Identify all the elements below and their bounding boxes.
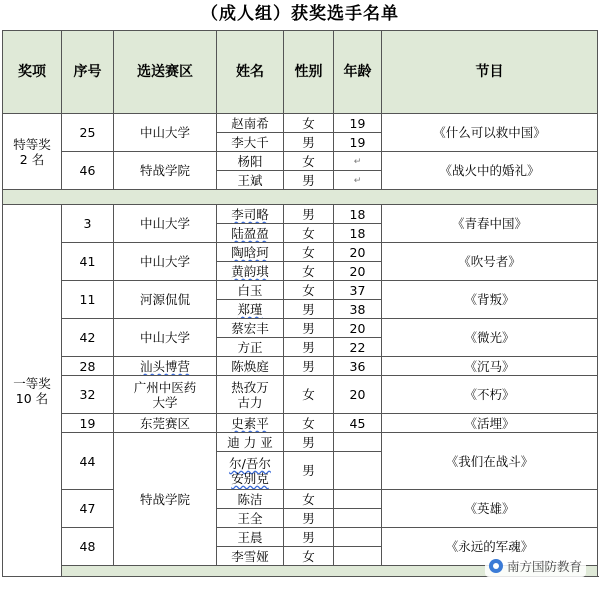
member-age: [334, 490, 382, 509]
member-name: 陶晗珂: [217, 243, 284, 262]
member-gender: 女: [284, 490, 334, 509]
entry-no: 11: [62, 281, 114, 319]
member-name: 李大千: [217, 133, 284, 152]
member-gender: 女: [284, 152, 334, 171]
entry-no: 42: [62, 319, 114, 357]
member-gender: 女: [284, 281, 334, 300]
member-age: [334, 433, 382, 452]
member-age: 38: [334, 300, 382, 319]
member-gender: 女: [284, 243, 334, 262]
member-age: 19: [334, 114, 382, 133]
entry-region: 特战学院: [114, 433, 217, 566]
member-name: 史素平: [217, 414, 284, 433]
member-name: 王全: [217, 509, 284, 528]
member-gender: 男: [284, 300, 334, 319]
member-age: 18: [334, 205, 382, 224]
entry-no: 48: [62, 528, 114, 566]
entry-program: 《微光》: [382, 319, 598, 357]
entry-program: 《永远的军魂》: [382, 528, 598, 566]
member-name: 郑瑾: [217, 300, 284, 319]
member-name: 王晨: [217, 528, 284, 547]
member-age: [334, 171, 382, 190]
header-age: 年龄: [334, 31, 382, 114]
member-age: 20: [334, 243, 382, 262]
member-gender: 男: [284, 509, 334, 528]
member-name: 尔/吾尔 安别克: [217, 452, 284, 490]
header-row: [3, 31, 598, 114]
member-gender: 男: [284, 528, 334, 547]
member-age: 20: [334, 376, 382, 414]
award-cell-first: 一等奖 10 名: [3, 205, 62, 577]
member-age: 20: [334, 319, 382, 338]
member-age: 20: [334, 262, 382, 281]
header-gender: 性别: [284, 31, 334, 114]
award-cell-special: 特等奖 2 名: [3, 114, 62, 190]
entry-program: 《英雄》: [382, 490, 598, 528]
member-name: 王斌: [217, 171, 284, 190]
member-gender: 女: [284, 224, 334, 243]
entry-region: 特战学院: [114, 152, 217, 190]
member-age: [334, 509, 382, 528]
member-age: 45: [334, 414, 382, 433]
header-program: 节目: [382, 31, 598, 114]
member-name: 杨阳: [217, 152, 284, 171]
entry-region: 中山大学: [114, 114, 217, 152]
member-age: 36: [334, 357, 382, 376]
member-name: 陆盈盈: [217, 224, 284, 243]
member-name: 蔡宏丰: [217, 319, 284, 338]
entry-no: 28: [62, 357, 114, 376]
member-age: 19: [334, 133, 382, 152]
member-gender: 女: [284, 376, 334, 414]
entry-program: 《不朽》: [382, 376, 598, 414]
entry-no: 44: [62, 433, 114, 490]
paragraph-mark: ↵: [353, 176, 362, 186]
member-name: 白玉: [217, 281, 284, 300]
entry-region: 河源侃侃: [114, 281, 217, 319]
member-gender: 男: [284, 319, 334, 338]
member-gender: 男: [284, 452, 334, 490]
member-gender: 男: [284, 357, 334, 376]
entry-program: 《我们在战斗》: [382, 433, 598, 490]
entry-program: 《吹号者》: [382, 243, 598, 281]
entry-program: 《战火中的婚礼》: [382, 152, 598, 190]
member-gender: 男: [284, 433, 334, 452]
watermark: [485, 555, 586, 577]
header-no: 序号: [62, 31, 114, 114]
member-age: [334, 152, 382, 171]
entry-program: 《活埋》: [382, 414, 598, 433]
entry-no: 3: [62, 205, 114, 243]
member-gender: 女: [284, 262, 334, 281]
member-gender: 男: [284, 205, 334, 224]
member-age: 18: [334, 224, 382, 243]
entry-program: 《背叛》: [382, 281, 598, 319]
award-table: [2, 30, 598, 577]
member-name: 迪 力 亚: [217, 433, 284, 452]
member-age: 37: [334, 281, 382, 300]
member-gender: 女: [284, 547, 334, 566]
entry-program: 《什么可以救中国》: [382, 114, 598, 152]
entry-region: 中山大学: [114, 243, 217, 281]
entry-region: 汕头博营: [114, 357, 217, 376]
entry-no: 25: [62, 114, 114, 152]
member-name: 陈焕庭: [217, 357, 284, 376]
entry-region: 中山大学: [114, 205, 217, 243]
member-name: 热孜万 古力: [217, 376, 284, 414]
wechat-logo-icon: [489, 559, 503, 573]
member-gender: 女: [284, 114, 334, 133]
header-award: 奖项: [3, 31, 62, 114]
member-age: 22: [334, 338, 382, 357]
watermark-text: 南方国防教育: [506, 559, 582, 574]
member-gender: 男: [284, 133, 334, 152]
header-name: 姓名: [217, 31, 284, 114]
member-name: 陈洁: [217, 490, 284, 509]
member-gender: 女: [284, 414, 334, 433]
entry-no: 47: [62, 490, 114, 528]
paragraph-mark: ↵: [353, 157, 362, 167]
member-age: [334, 547, 382, 566]
entry-program: 《沉马》: [382, 357, 598, 376]
entry-region: 东莞赛区: [114, 414, 217, 433]
entry-no: 32: [62, 376, 114, 414]
separator-row: [3, 190, 598, 205]
member-age: [334, 528, 382, 547]
member-gender: 男: [284, 338, 334, 357]
entry-no: 19: [62, 414, 114, 433]
member-name: 李雪娅: [217, 547, 284, 566]
member-name: 黄韵琪: [217, 262, 284, 281]
entry-region: 广州中医药 大学: [114, 376, 217, 414]
member-name: 赵南希: [217, 114, 284, 133]
entry-region: 中山大学: [114, 319, 217, 357]
member-age: [334, 452, 382, 490]
member-name: 方正: [217, 338, 284, 357]
page-title: （成人组）获奖选手名单: [201, 4, 399, 24]
member-name: 李司略: [217, 205, 284, 224]
member-gender: 男: [284, 171, 334, 190]
entry-no: 46: [62, 152, 114, 190]
entry-no: 41: [62, 243, 114, 281]
header-region: 选送赛区: [114, 31, 217, 114]
entry-program: 《青春中国》: [382, 205, 598, 243]
